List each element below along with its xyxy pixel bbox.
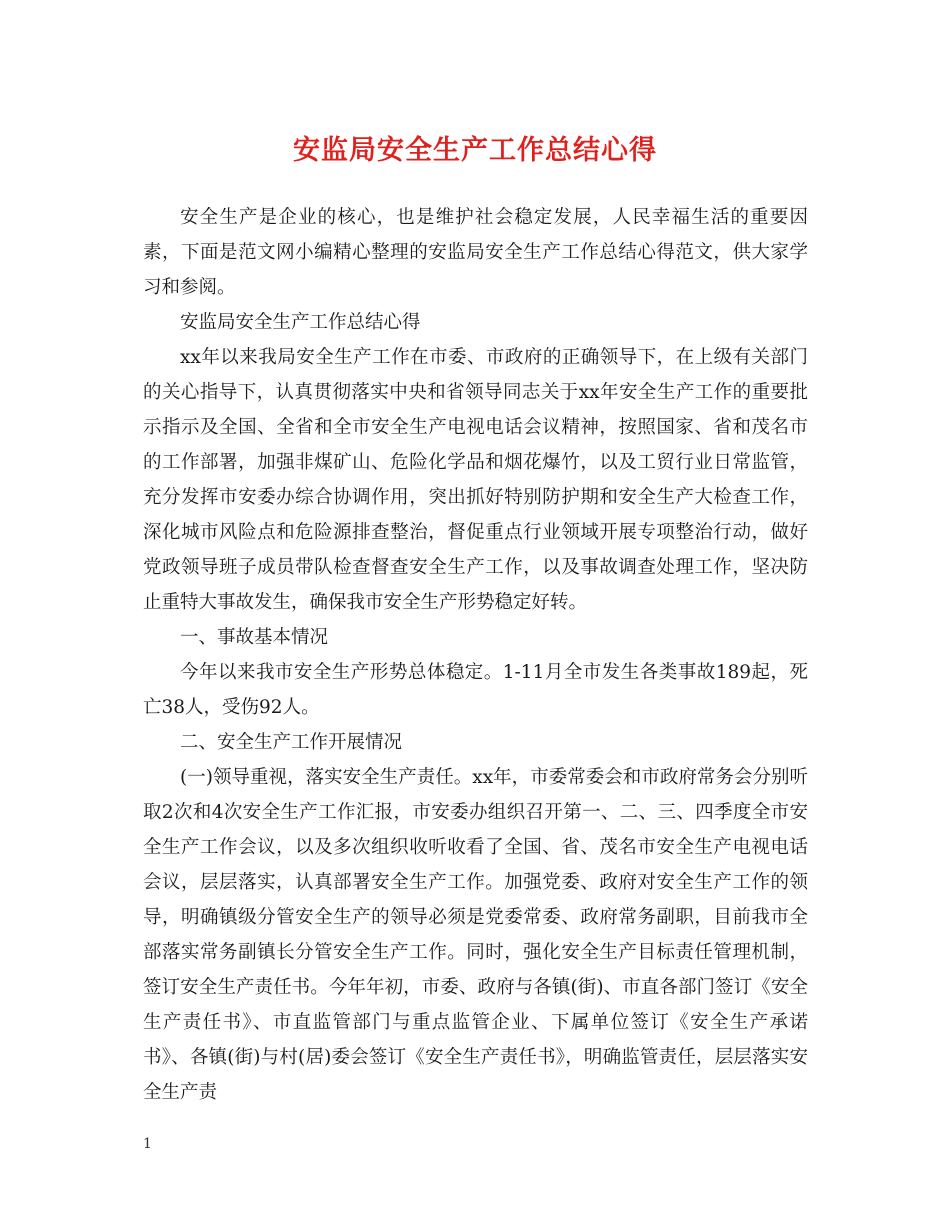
paragraph-intro: 安全生产是企业的核心，也是维护社会稳定发展，人民幸福生活的重要因素，下面是范文网小编精心整理的安监局安全生产工作总结心得范文，供大家学习和参阅。: [143, 207, 808, 298]
section-heading-accidents: 一、事故基本情况: [180, 627, 329, 648]
paragraph-overview: xx年以来我局安全生产工作在市委、市政府的正确领导下，在上级有关部门的关心指导下，认真贯彻落实中央和省领导同志关于xx年安全生产工作的重要批示指示及全国、全省和全市安全生产电视电话会议精神，按照国家、省和茂名市的工作部署，加强非煤矿山、危险化学品和烟花爆竹，以及工贸行业日常监管，充分发挥市安委办综合协调作用，突出抓好特别防护期和安全生产大检查工作，深化城市风险点和危险源排查整治，督促重点行业领域开展专项整治行动，做好党政领导班子成员带队检查督查安全生产工作，以及事故调查处理工作，坚决防止重特大事故发生，确保我市安全生产形势稳定好转。: [143, 347, 808, 613]
paragraph-subtitle: 安监局安全生产工作总结心得: [180, 312, 421, 333]
document-body: [143, 200, 808, 1110]
page-number: 1: [143, 1136, 152, 1152]
paragraph-leadership: (一)领导重视，落实安全生产责任。xx年，市委常委会和市政府常务会分别听取2次和4次安全生产工作汇报，市安委办组织召开第一、二、三、四季度全市安全生产工作会议，以及多次组织收听收看了全国、省、茂名市安全生产电视电话会议，层层落实，认真部署安全生产工作。加强党委、政府对安全生产工作的领导，明确镇级分管安全生产的领导必须是党委常委、政府常务副职，目前我市全部落实常务副镇长分管安全生产工作。同时，强化安全生产目标责任管理机制，签订安全生产责任书。今年年初，市委、政府与各镇(街)、市直各部门签订《安全生产责任书》、市直监管部门与重点监管企业、下属单位签订《安全生产承诺书》、各镇(街)与村(居)委会签订《安全生产责任书》，明确监管责任，层层落实安全生产责: [143, 767, 808, 1103]
section-heading-work: 二、安全生产工作开展情况: [180, 732, 403, 753]
document-title: 安监局安全生产工作总结心得: [293, 135, 657, 166]
paragraph-accidents: 今年以来我市安全生产形势总体稳定。1-11月全市发生各类事故189起，死亡38人，受伤92人。: [143, 662, 808, 718]
